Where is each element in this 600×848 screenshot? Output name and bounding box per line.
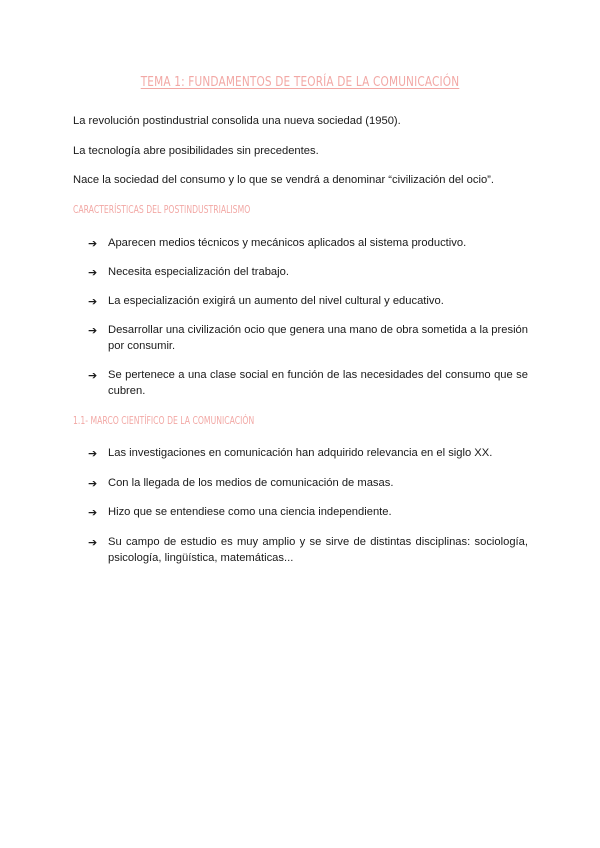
arrow-bullet-icon: ➔ [88, 324, 98, 337]
list-item [88, 476, 528, 492]
list-item [88, 505, 528, 521]
list-item [88, 265, 528, 281]
intro-paragraph-3: Nace la sociedad del consumo y lo que se vendrá a denominar “civilización del ocio”. [73, 174, 495, 186]
list-item-text: Hizo que se entendiese como una ciencia independiente. [108, 506, 392, 518]
arrow-bullet-icon: ➔ [88, 477, 98, 490]
list-item-text: Necesita especialización del trabajo. [108, 266, 289, 278]
section-heading-postindustrialismo: CARACTERÍSTICAS DEL POSTINDUSTRIALISMO [73, 203, 251, 216]
arrow-bullet-icon: ➔ [88, 536, 98, 549]
intro-paragraph-1: La revolución postindustrial consolida una nueva sociedad (1950). [73, 115, 401, 127]
list-item-text: Con la llegada de los medios de comunicación de masas. [108, 477, 394, 489]
list-item [88, 323, 528, 354]
list-item-text: Se pertenece a una clase social en función de las necesidades del consumo que se cubren. [108, 369, 528, 397]
list-item-text: Las investigaciones en comunicación han adquirido relevancia en el siglo XX. [108, 447, 493, 459]
list-item [88, 236, 528, 252]
intro-paragraph-2: La tecnología abre posibilidades sin precedentes. [73, 145, 319, 157]
arrow-bullet-icon: ➔ [88, 447, 98, 460]
list-item-text: Desarrollar una civilización ocio que genera una mano de obra sometida a la presión por consumir. [108, 324, 528, 352]
arrow-bullet-icon: ➔ [88, 506, 98, 519]
list-item [88, 446, 528, 462]
arrow-bullet-icon: ➔ [88, 369, 98, 382]
arrow-bullet-icon: ➔ [88, 295, 98, 308]
arrow-bullet-icon: ➔ [88, 266, 98, 279]
list-item [88, 535, 528, 566]
list-item [88, 368, 528, 399]
list-item-text: La especialización exigirá un aumento del nivel cultural y educativo. [108, 295, 444, 307]
list-item-text: Su campo de estudio es muy amplio y se sirve de distintas disciplinas: sociología, psicología, lingüística, matemáticas... [108, 536, 528, 564]
list-item [88, 294, 528, 310]
arrow-bullet-icon: ➔ [88, 237, 98, 250]
document-title: TEMA 1: FUNDAMENTOS DE TEORÍA DE LA COMUNICACIÓN [140, 74, 460, 90]
section-heading-marco-cientifico: 1.1- MARCO CIENTÍFICO DE LA COMUNICACIÓN [73, 414, 255, 427]
list-item-text: Aparecen medios técnicos y mecánicos aplicados al sistema productivo. [108, 237, 467, 249]
